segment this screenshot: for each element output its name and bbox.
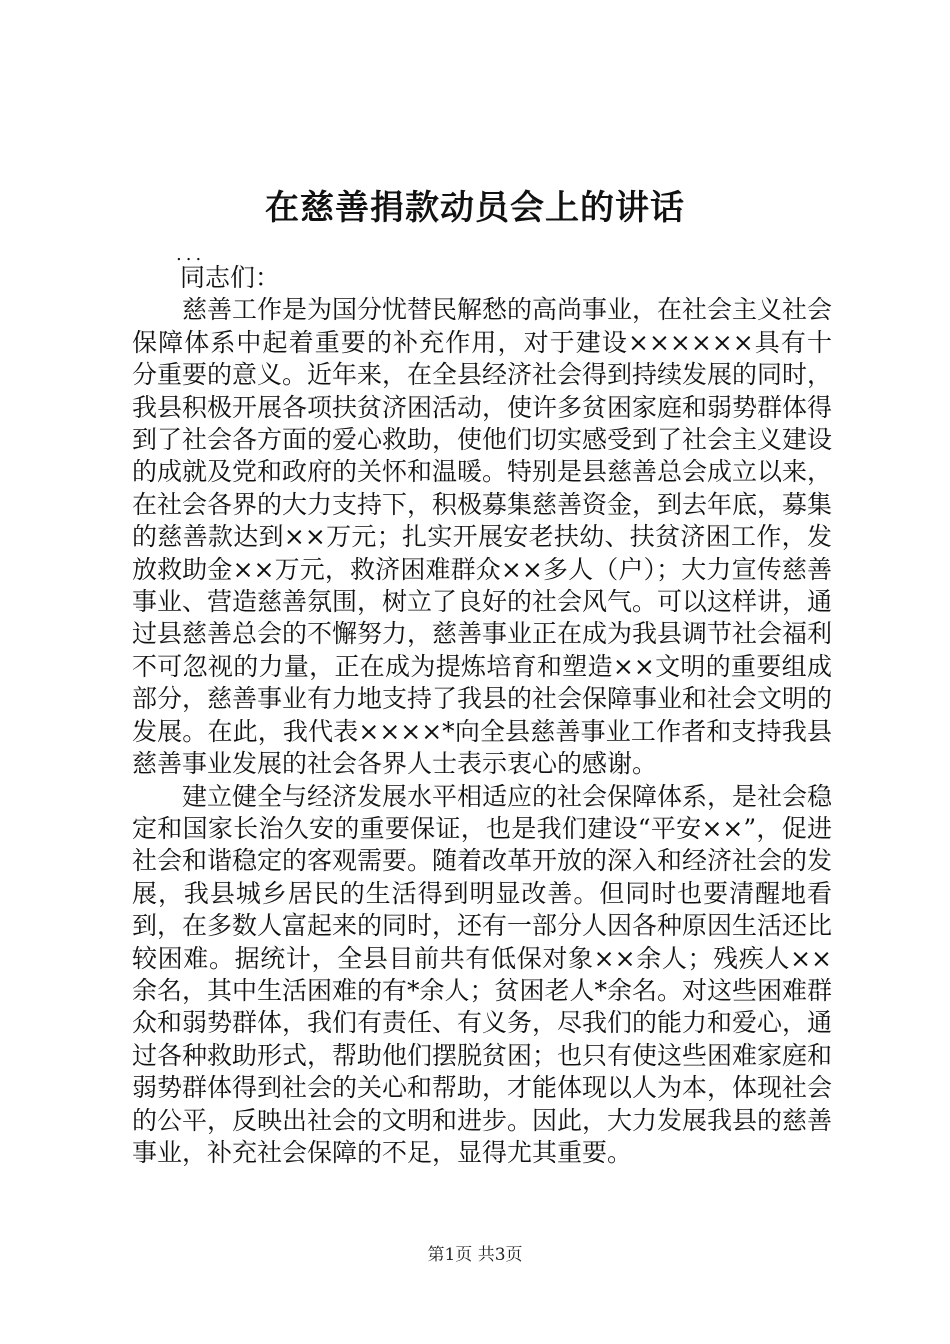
page-footer: 第1页 共3页 [427, 1245, 523, 1265]
salutation: 同志们： [180, 263, 281, 292]
body-paragraph: 慈善工作是为国分忧替民解愁的高尚事业，在社会主义社会保障体系中起着重要的补充作用，对于建设××××××具有十分重要的意义。近年来，在全县经济社会得到持续发展的同时，我县积极开展各项扶贫济困活动，使许多贫困家庭和弱势群体得到了社会各方面的爱心救助，使他们切实感受到了社会主义建设的成就及党和政府的关怀和温暖。特别是县慈善总会成立以来，在社会各界的大力支持下，积极募集慈善资金，到去年底，募集的慈善款达到××万元；扎实开展安老扶幼、扶贫济困工作，发放救助金××万元，救济困难群众××多人（户）；大力宣传慈善事业、营造慈善氛围，树立了良好的社会风气。可以这样讲，通过县慈善总会的不懈努力，慈善事业正在成为我县调节社会福利不可忽视的力量，正在成为提炼培育和塑造××文明的重要组成部分，慈善事业有力地支持了我县的社会保障事业和社会文明的发展。在此，我代表××××*向全县慈善事业工作者和支持我县慈善事业发展的社会各界人士表示衷心的感谢。 [132, 295, 833, 779]
document-title: 在慈善捐款动员会上的讲话 [265, 188, 685, 228]
document-body [132, 262, 832, 1169]
body-paragraph: 建立健全与经济发展水平相适应的社会保障体系，是社会稳定和国家长治久安的重要保证，也是我们建设“平安××”，促进社会和谐稳定的客观需要。随着改革开放的深入和经济社会的发展，我县城乡居民的生活得到明显改善。但同时也要清醒地看到，在多数人富起来的同时，还有一部分人因各种原因生活还比较困难。据统计，全县目前共有低保对象××余人；残疾人××余名，其中生活困难的有*余人；贫困老人*余名。对这些困难群众和弱势群体，我们有责任、有义务，尽我们的能力和爱心，通过各种救助形式，帮助他们摆脱贫困；也只有使这些困难家庭和弱势群体得到社会的关心和帮助，才能体现以人为本，体现社会的公平，反映出社会的文明和进步。因此，大力发展我县的慈善事业，补充社会保障的不足，显得尤其重要。 [132, 781, 833, 1167]
ellipsis-mark: ... [176, 244, 206, 265]
